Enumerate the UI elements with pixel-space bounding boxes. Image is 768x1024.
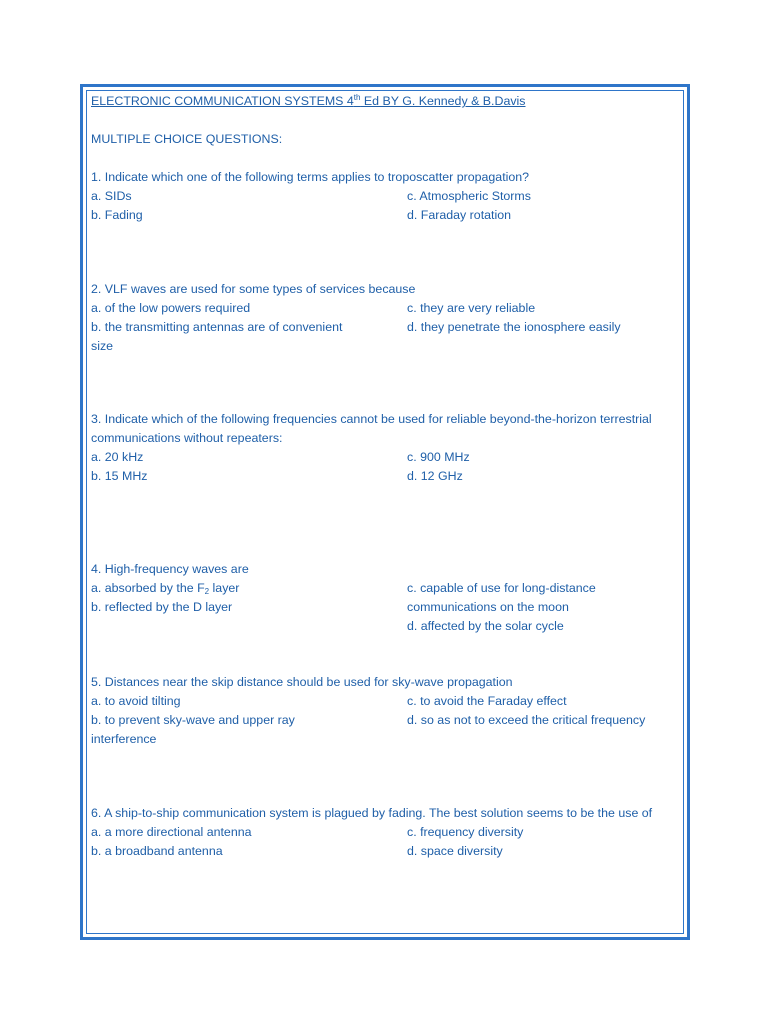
option-a: a. of the low powers required [91,301,251,315]
question-3 [91,410,681,486]
question-text: 3. Indicate which of the following frequencies cannot be used for reliable beyond-the-horizon terrestrial communications without repeaters: [91,412,652,445]
option-a: a. SIDs [91,189,132,203]
option-d: d. so as not to exceed the critical frequency [407,713,646,727]
question-6 [91,804,681,861]
option-c: c. Atmospheric Storms [407,189,531,203]
options-row [91,692,681,711]
options-row [91,823,681,842]
title-superscript: th [353,93,361,102]
options-row [91,842,681,861]
question-1 [91,168,681,225]
option-a: a. a more directional antenna [91,825,252,839]
option-b: b. the transmitting antennas are of convenient [91,320,343,334]
options-row [91,730,681,749]
option-c-continued: communications on the moon [407,600,569,614]
option-d: d. Faraday rotation [407,208,512,222]
document-title [91,92,681,111]
document-content [91,92,681,858]
options-row [91,579,681,598]
question-text: 5. Distances near the skip distance should be used for sky-wave propagation [91,675,513,689]
title-rest: Ed BY G. Kennedy & B.Davis [360,94,526,108]
option-a [91,579,407,598]
option-d: d. 12 GHz [407,469,463,483]
question-text: 4. High-frequency waves are [91,562,249,576]
options-row [91,448,681,467]
option-c: c. 900 MHz [407,450,470,464]
option-b-continued: size [91,339,114,353]
option-d: d. space diversity [407,844,503,858]
option-b: b. Fading [91,208,143,222]
options-row [91,318,681,337]
option-b: b. a broadband antenna [91,844,223,858]
option-d: d. affected by the solar cycle [407,619,564,633]
option-c: c. capable of use for long-distance [407,581,596,595]
options-row [91,187,681,206]
question-text: 2. VLF waves are used for some types of services because [91,282,416,296]
question-4 [91,560,681,636]
section-heading: MULTIPLE CHOICE QUESTIONS: [91,132,283,146]
option-b: b. reflected by the D layer [91,600,233,614]
option-c: c. to avoid the Faraday effect [407,694,567,708]
options-row [91,337,681,356]
option-a: a. to avoid tilting [91,694,181,708]
options-row [91,711,681,730]
question-2 [91,280,681,356]
option-a-text: a. absorbed by the F [91,581,205,595]
option-c: c. they are very reliable [407,301,536,315]
options-row [91,598,681,617]
option-b-continued: interference [91,732,157,746]
option-a-subscript: 2 [204,587,210,596]
options-row [91,467,681,486]
option-d: d. they penetrate the ionosphere easily [407,320,621,334]
question-text: 1. Indicate which one of the following terms applies to troposcatter propagation? [91,170,530,184]
option-a: a. 20 kHz [91,450,144,464]
option-c: c. frequency diversity [407,825,524,839]
title-main: ELECTRONIC COMMUNICATION SYSTEMS 4 [91,94,354,108]
options-row [91,617,681,636]
spacer [91,617,407,636]
question-text: 6. A ship-to-ship communication system is plagued by fading. The best solution seems to be the use of [91,806,653,820]
question-5 [91,673,681,749]
option-b: b. 15 MHz [91,469,148,483]
option-b: b. to prevent sky-wave and upper ray [91,713,295,727]
option-a-text-end: layer [209,581,240,595]
options-row [91,299,681,318]
options-row [91,206,681,225]
